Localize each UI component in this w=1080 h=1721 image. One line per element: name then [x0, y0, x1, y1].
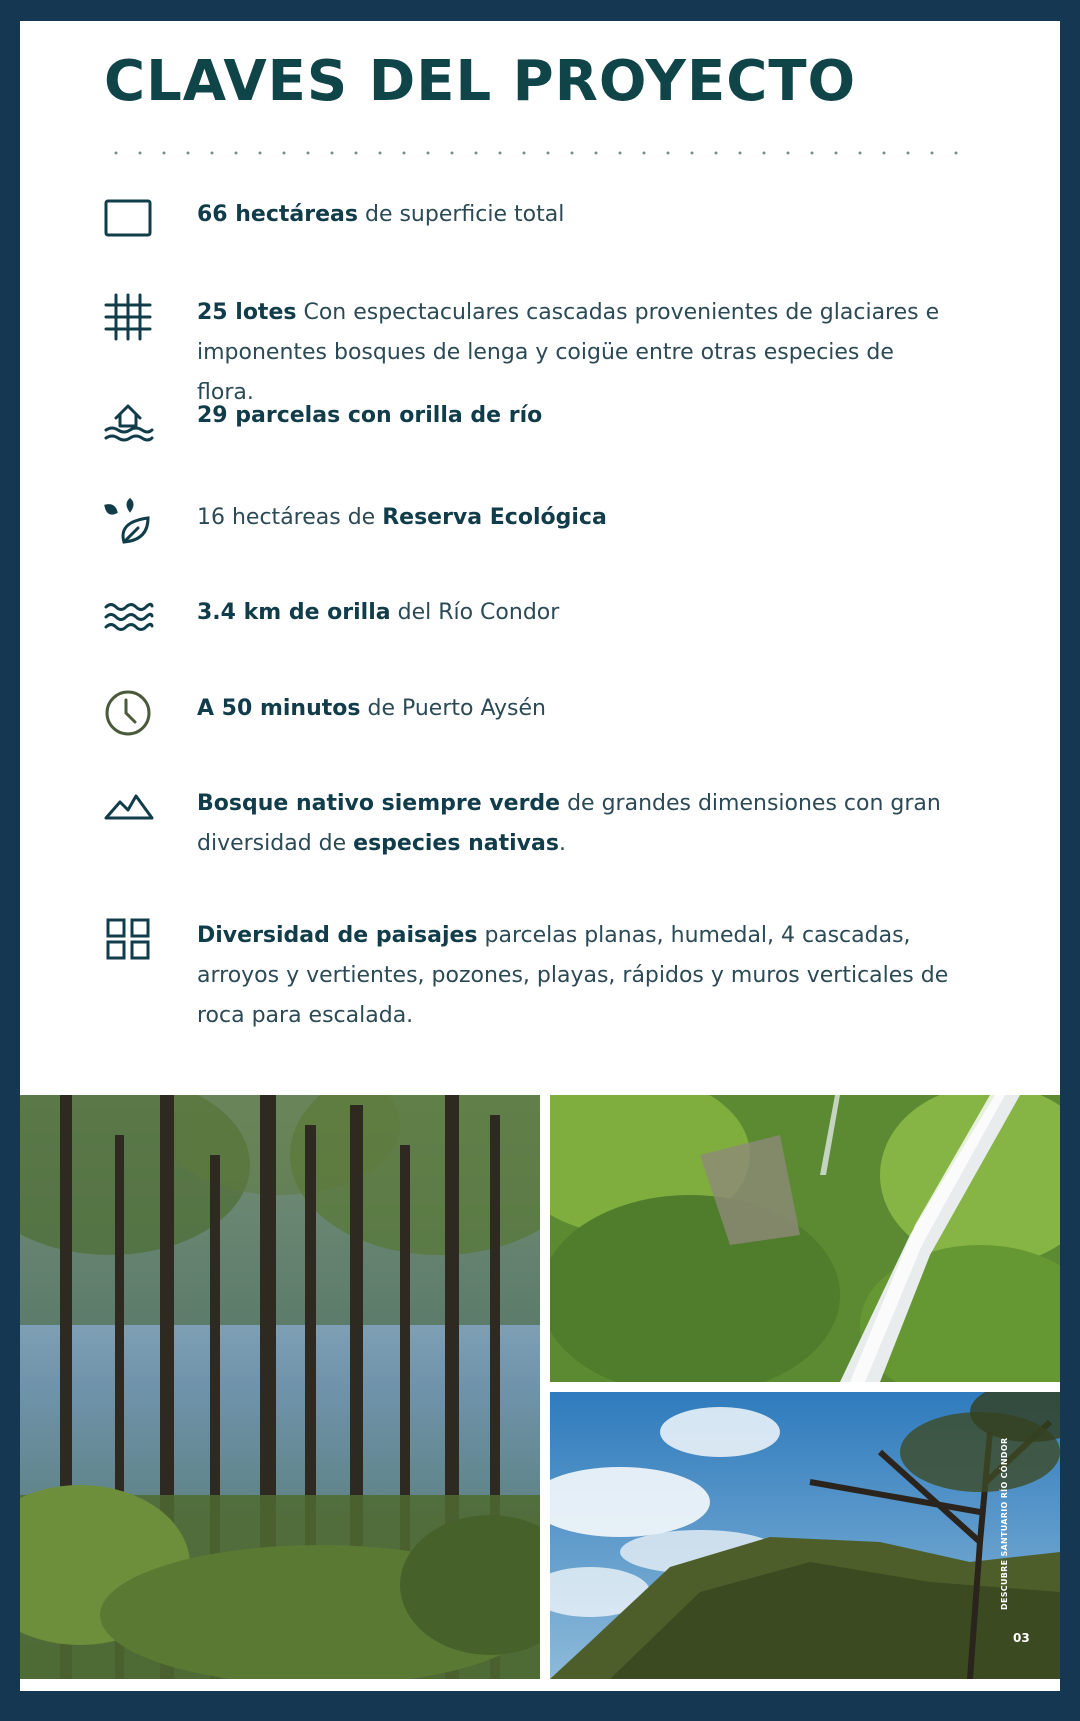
photo-collage [20, 1095, 1060, 1691]
page-number: 03 [1013, 1631, 1030, 1645]
feature-text: 66 hectáreas de superficie total [197, 202, 565, 227]
feature-text: 25 lotes Con espectaculares cascadas provenientes de glaciares e imponentes bosques de lenga y coigüe entre otras especies de flora. [197, 300, 940, 405]
feature-text: 29 parcelas con orilla de río [197, 403, 543, 428]
mountain-icon [104, 784, 154, 832]
forest-photo [20, 1095, 540, 1679]
leaf-icon [104, 498, 154, 546]
clock-icon [104, 689, 154, 737]
feature-text: Bosque nativo siempre verde de grandes dimensiones con gran diversidad de especies nativas. [197, 791, 941, 856]
feature-text: Diversidad de paisajes parcelas planas, humedal, 4 cascadas, arroyos y vertientes, pozones, playas, rápidos y muros verticales de roca para escalada. [197, 923, 949, 1028]
feature-text: A 50 minutos de Puerto Aysén [197, 696, 546, 721]
feature-text: 16 hectáreas de Reserva Ecológica [197, 505, 607, 530]
feature-text: 3.4 km de orilla del Río Condor [197, 600, 560, 625]
waterfall-photo [550, 1095, 1060, 1382]
waves-icon [104, 593, 154, 641]
brochure-side-caption: DESCUBRE SANTUARIO RÍO CÓNDOR [1000, 1437, 1009, 1610]
page-title: CLAVES DEL PROYECTO [104, 49, 857, 114]
grid-icon [104, 293, 154, 341]
river-house-icon [104, 396, 154, 444]
area-square-icon [104, 195, 154, 243]
mountain-sky-photo [550, 1392, 1060, 1679]
tiles-icon [104, 916, 154, 964]
dotted-divider [104, 151, 976, 155]
brochure-page [20, 21, 1060, 1691]
